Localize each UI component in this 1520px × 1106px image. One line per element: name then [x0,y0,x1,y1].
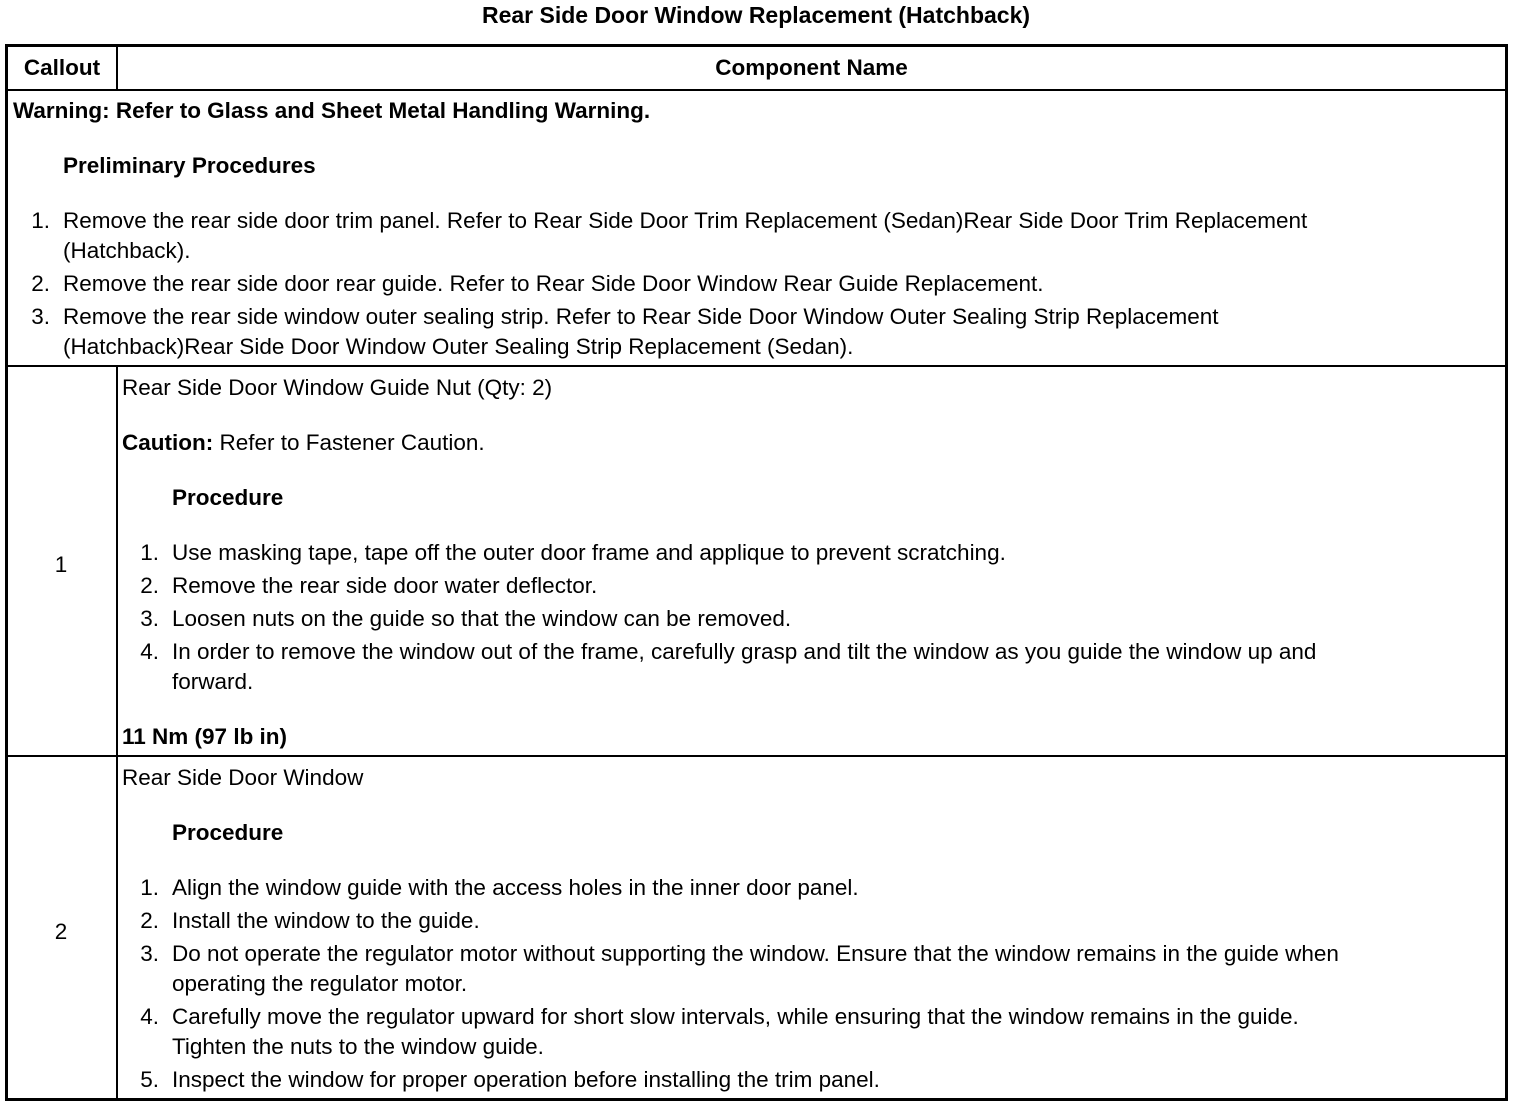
step-text: Install the window to the guide. [172,908,480,933]
header-component-name: Component Name [715,55,908,80]
step-text: operating the regulator motor. [172,971,468,996]
procedure-heading: Procedure [172,485,284,510]
caution-label: Caution: [122,430,214,455]
step-number: 5. [140,1067,159,1092]
step-number: 1. [31,208,50,233]
header-divider [116,47,118,89]
step-text: Remove the rear side window outer sealing strip. Refer to Rear Side Door Window Outer Sealing Strip Replacement [63,304,1219,329]
table-row [8,367,1505,757]
step-text: (Hatchback)Rear Side Door Window Outer Sealing Strip Replacement (Sedan). [63,334,854,359]
column-divider [116,367,118,755]
step-text: Inspect the window for proper operation before installing the trim panel. [172,1067,880,1092]
preliminary-heading: Preliminary Procedures [63,153,316,178]
caution-message: Refer to Fastener Caution. [219,430,485,455]
step-number: 3. [140,941,159,966]
table-row [8,757,1505,1098]
callout-number: 1 [54,552,68,577]
step-text: Tighten the nuts to the window guide. [172,1034,544,1059]
component-name: Rear Side Door Window Guide Nut (Qty: 2) [122,375,553,400]
component-name: Rear Side Door Window [122,765,364,790]
step-text: Carefully move the regulator upward for short slow intervals, while ensuring that the window remains in the guide. [172,1004,1299,1029]
procedure-heading: Procedure [172,820,284,845]
callout-number: 2 [54,919,68,944]
step-number: 2. [140,908,159,933]
warning-label: Warning: [13,98,110,123]
step-number: 4. [140,1004,159,1029]
component-table [5,44,1508,1101]
step-text: Remove the rear side door water deflector. [172,573,598,598]
step-number: 1. [140,875,159,900]
step-number: 1. [140,540,159,565]
step-number: 3. [31,304,50,329]
torque-spec: 11 Nm (97 lb in) [122,724,288,749]
caution-text [122,428,485,458]
step-text: In order to remove the window out of the frame, carefully grasp and tilt the window as you guide the window up and [172,639,1317,664]
step-text: Use masking tape, tape off the outer door frame and applique to prevent scratching. [172,540,1006,565]
step-text: Align the window guide with the access holes in the inner door panel. [172,875,859,900]
step-text: Remove the rear side door trim panel. Refer to Rear Side Door Trim Replacement (Sedan)Rear Side Door Trim Replacement [63,208,1308,233]
page-title: Rear Side Door Window Replacement (Hatchback) [481,2,1031,28]
step-number: 3. [140,606,159,631]
step-text: (Hatchback). [63,238,191,263]
step-text: Do not operate the regulator motor without supporting the window. Ensure that the window remains in the guide when [172,941,1339,966]
header-callout: Callout [23,55,101,80]
preliminary-section [8,91,1505,367]
warning-message: Refer to Glass and Sheet Metal Handling Warning. [115,98,651,123]
step-number: 2. [31,271,50,296]
step-number: 4. [140,639,159,664]
step-text: Loosen nuts on the guide so that the window can be removed. [172,606,792,631]
step-text: Remove the rear side door rear guide. Refer to Rear Side Door Window Rear Guide Replacement. [63,271,1044,296]
step-text: forward. [172,669,254,694]
column-divider [116,757,118,1098]
warning-text [13,96,650,126]
table-header-row [8,47,1505,91]
step-number: 2. [140,573,159,598]
